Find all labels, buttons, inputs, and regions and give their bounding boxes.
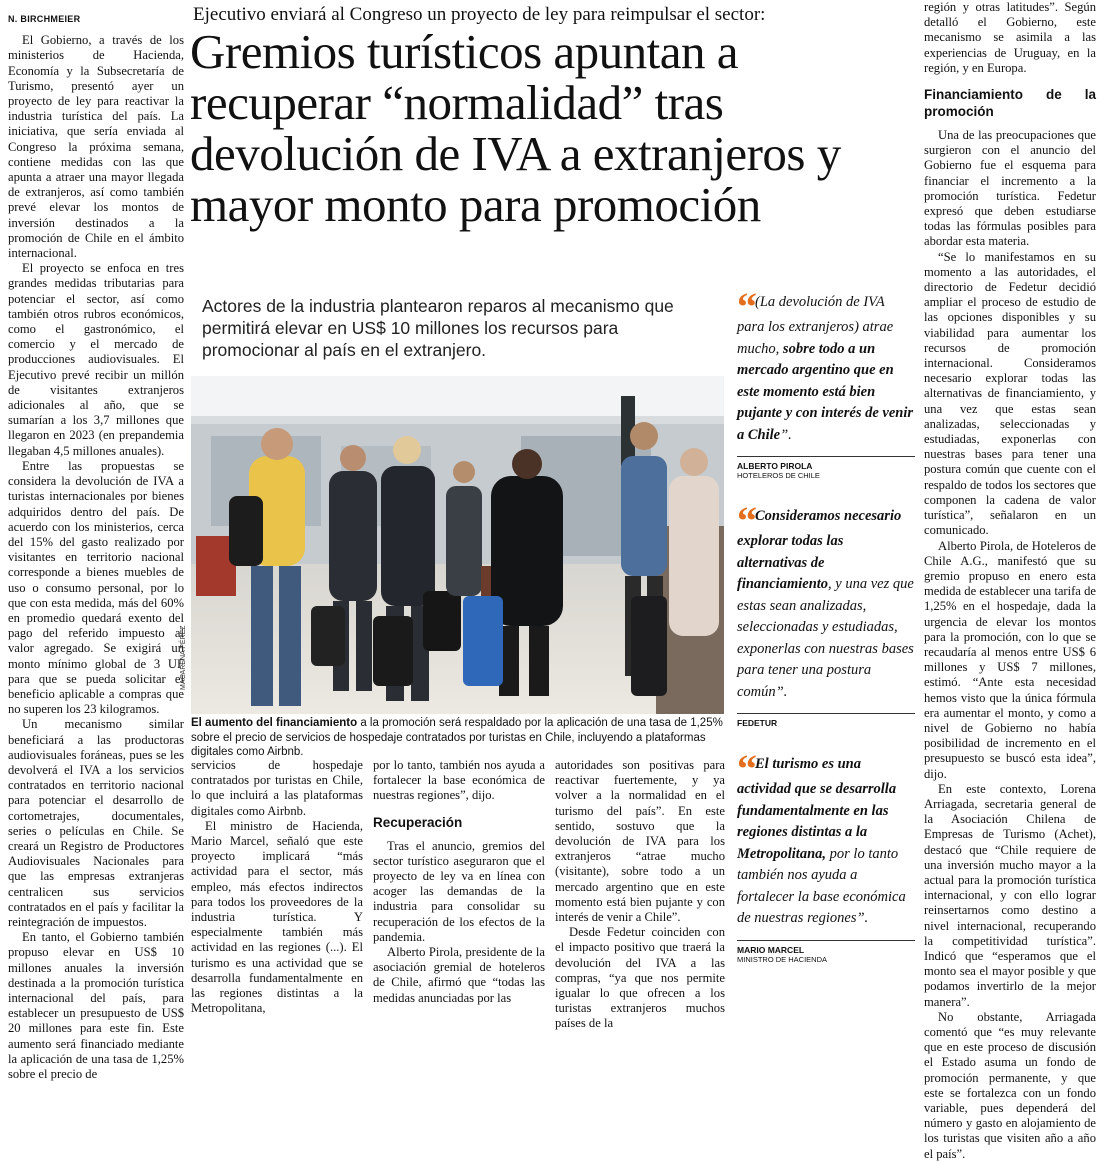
caption-lead: El aumento del financiamiento xyxy=(191,717,358,729)
quote-mark-icon: “ xyxy=(737,746,751,791)
paragraph: Entre las propuestas se considera la devolución de IVA a turistas internacionales por bienes adquiridos dentro del país. De acuerdo con los ministerios, cerca del 15% del gasto realizado por visitantes en territorio nacional corresponde a bienes muebles de uso o consumo personal, por lo que con esta medida, más del 60% en promedio quedará exento del pago del referido impuesto al valor agregado. Se exigirá un monto mínimo global de 3 UF para que se pueda solicitar el beneficio aplicable a compras que no superen los 23 kilogramos. xyxy=(8,458,184,717)
photo-credit: MACARENA PÉREZ xyxy=(180,625,187,690)
paragraph: servicios de hospedaje contratados por turistas en Chile, lo que incluirá a las plataformas digitales como Airbnb. xyxy=(191,758,363,818)
paragraph: Alberto Pirola, de Hoteleros de Chile A.G., manifestó que su gremio propuso en enero esta medida de establecer una tarifa de 1,25% en el hospedaje, dada la urgencia de elevar los montos para la promoción, con lo que se recaudaría al menos entre US$ 6 millones y US$ 7 millones, estimó. “Ante esta necesidad hemos visto que la única fórmula era aumentar el monto, y como a nivel de Gobierno no había posibilidad de incremento en el presupuesto se buscó esta idea”, dijo. xyxy=(924,538,1096,781)
quote-author: ALBERTO PIROLA xyxy=(737,461,813,471)
paragraph: Alberto Pirola, presidente de la asociación gremial de hoteleros de Chile, afirmó que “todas las medidas anunciadas por las xyxy=(373,945,545,1005)
subhead-financiamiento: Financiamiento de la promoción xyxy=(924,87,1096,120)
quote-author: FEDETUR xyxy=(737,718,778,728)
deck: Actores de la industria plantearon reparos al mecanismo que permitirá elevar en US$ 10 millones los recursos para promocionar al país en el extranjero. xyxy=(202,296,674,360)
pull-quote xyxy=(737,284,915,446)
quote-role: HOTELEROS DE CHILE xyxy=(737,471,820,480)
pull-quote xyxy=(737,498,915,703)
quote-text: , y una vez que estas sean analizadas, seleccionadas y estudiadas, exponerlas con nuestras bases para tener una postura común”. xyxy=(737,576,914,700)
paragraph: Desde Fedetur coinciden con el impacto positivo que traerá la devolución del IVA a las compras, “ya que nos permite igualar lo que ofrecen a los turistas extranjeros muchos países de la xyxy=(555,925,725,1031)
quote-mark-icon: “ xyxy=(737,284,751,329)
caption-text: a la promoción será respaldado por la aplicación de una tasa de 1,25% sobre el precio de servicios de hospedaje contratados por turistas en Chile, incluyendo a plataformas digitales como Airbnb. xyxy=(191,717,723,758)
airport-photo xyxy=(191,376,724,714)
pull-quotes xyxy=(737,284,915,964)
paragraph: No obstante, Arriagada comentó que “es muy relevante que en este proceso de discusión el Estado asuma un fondo de promoción permanente, y que este se fortalezca con un fondo variable, pues dependerá del número y gasto en alojamiento de los turistas que visiten año a año el país”. xyxy=(924,1009,1096,1161)
airport-scene-illustration xyxy=(191,376,724,714)
paragraph: En este contexto, Lorena Arriagada, secretaria general de la Asociación Chilena de Empresas de Turismo (Achet), destacó que “Chile requiere de una inversión mucho mayor a la actual para la promoción turística internacional, y con ello lograr reinsertarnos como destino a nivel internacional, recuperando la competitividad turística”. Indicó que “esperamos que el monto sea el mayor posible y que podamos invertirlo de la mejor manera”. xyxy=(924,781,1096,1009)
quote-emphasis: El turismo es una actividad que se desarrolla fundamentalmente en las regiones distintas a la Metropolitana, xyxy=(737,756,897,862)
paragraph: El ministro de Hacienda, Mario Marcel, señaló que este proyecto implicará “más actividad para el sector, más empleo, más efectos indirectos para todos los proveedores de la industria turística. Y especialmente también más actividad en las regiones (...). El turismo es una actividad que se desarrolla fundamentalmente en las regiones distintas a la Metropolitana, xyxy=(191,818,363,1016)
paragraph: autoridades son positivas para reactivar fuertemente, y ya volver a la normalidad en el turismo del país”. En este sentido, sostuvo que la devolución de IVA para los extranjeros “atrae mucho (visitante), sobre todo a un mercado argentino que en este momento está bien pujante y con interés de venir a Chile”. xyxy=(555,758,725,925)
quote-author: MARIO MARCEL xyxy=(737,944,805,955)
paragraph: por lo tanto, también nos ayuda a fortalecer la base económica de nuestras regiones”, dijo. xyxy=(373,758,545,803)
paragraph: En tanto, el Gobierno también propuso elevar en US$ 10 millones anuales la inversión destinada a la promoción turística internacional del país, para establecer un presupuesto de US$ 20 millones para este fin. Este aumento será financiado mediante la aplicación de una tasa de 1,25% sobre el precio de xyxy=(8,930,184,1082)
quote-text: (La devolución de IVA para los extranjeros) atrae mucho, xyxy=(737,294,894,357)
article-column-2 xyxy=(191,758,363,1016)
paragraph: Tras el anuncio, gremios del sector turístico aseguraron que el proyecto de ley va en línea con acoger las demandas de la industria para consolidar su recuperación de los efectos de la pandemia. xyxy=(373,838,545,944)
quote-attribution xyxy=(737,456,915,480)
paragraph: Un mecanismo similar beneficiará a las productoras audiovisuales foráneas, pues se les devolverá el IVA a los servicios contratados en territorio nacional para potenciar el desarrollo de cortometrajes, documentales, series o películas en Chile. Se creará un Registro de Productores Audiovisuales Nacionales para que las empresas extranjeras centralicen sus servicios contratados en el país y facilitar la reintegración de impuestos. xyxy=(8,717,184,929)
quote-emphasis: Consideramos necesario explorar todas las alternativas de financiamiento xyxy=(737,508,902,592)
quote-text: por lo tanto también nos ayuda a fortalecer la base económica de nuestras regiones”. xyxy=(737,845,906,926)
quote-text: ”. xyxy=(780,426,792,443)
article-column-6 xyxy=(924,0,1096,1162)
paragraph: El proyecto se enfoca en tres grandes medidas tributarias para potenciar el sector, así como también otros rubros económicos, como el gastronómico, el comercio y el mercado de producciones audiovisuales. El Ejecutivo prevé recibir un millón de visitantes extranjeros adicionales al año, que se sumarían a los 3,7 millones que llegaron en 2023 (en prepandemia llegaban 4,5 millones anuales). xyxy=(8,261,184,458)
quote-attribution xyxy=(737,940,915,964)
paragraph: “Se lo manifestamos en su momento a las autoridades, el directorio de Fedetur decidió ampliar el proceso de estudio de las opciones disponibles y su viabilidad para aumentar los recursos de promoción internacional. Consideramos necesario explorar todas las alternativas de financiamiento, y una vez que estas sean analizadas, seleccionadas y estudiadas, exponerlas con nuestras bases para tener una postura común que cuente con el respaldo de todos los sectores que componen la cadena de valor turística”, señalaron en un comunicado. xyxy=(924,249,1096,538)
paragraph: El Gobierno, a través de los ministerios de Hacienda, Economía y la Subsecretaría de Turismo, presentó ayer un proyecto de ley para reactivar la industria turística del país. La iniciativa, que sería enviada al Congreso la próxima semana, contiene medidas con las que apunta a atraer una mayor llegada de extranjeros, así como también prevé elevar los montos de inversión destinados a la promoción de Chile en el ámbito internacional. xyxy=(8,33,184,261)
quote-emphasis: sobre todo a un mercado argentino que en este momento está bien pujante y con interés de venir a Chile xyxy=(737,340,914,443)
paragraph: región y otras latitudes”. Según detalló el Gobierno, este mecanismo se asimila a las experiencias de Uruguay, en la región, y en Europa. xyxy=(924,0,1096,75)
kicker: Ejecutivo enviará al Congreso un proyecto de ley para reimpulsar el sector: xyxy=(193,4,766,25)
subhead-recuperacion: Recuperación xyxy=(373,814,463,830)
headline: Gremios turísticos apuntan a recuperar “normalidad” tras devolución de IVA a extranjeros y mayor monto para promoción xyxy=(190,24,841,232)
quote-attribution xyxy=(737,713,915,728)
byline: N. BIRCHMEIER xyxy=(8,14,81,24)
quote-mark-icon: “ xyxy=(737,498,751,543)
pull-quote xyxy=(737,746,915,930)
article-column-1 xyxy=(8,8,184,1082)
quote-role: MINISTRO DE HACIENDA xyxy=(737,954,828,964)
photo-caption xyxy=(191,716,724,760)
paragraph: Una de las preocupaciones que surgieron con el anuncio del Gobierno fue el esquema para financiar el incremento a la promoción turística. Fedetur expresó que deben estudiarse todas las fórmulas posibles para abordar esta materia. xyxy=(924,128,1096,249)
article-column-4 xyxy=(555,758,725,1032)
article-column-3 xyxy=(373,758,545,1006)
